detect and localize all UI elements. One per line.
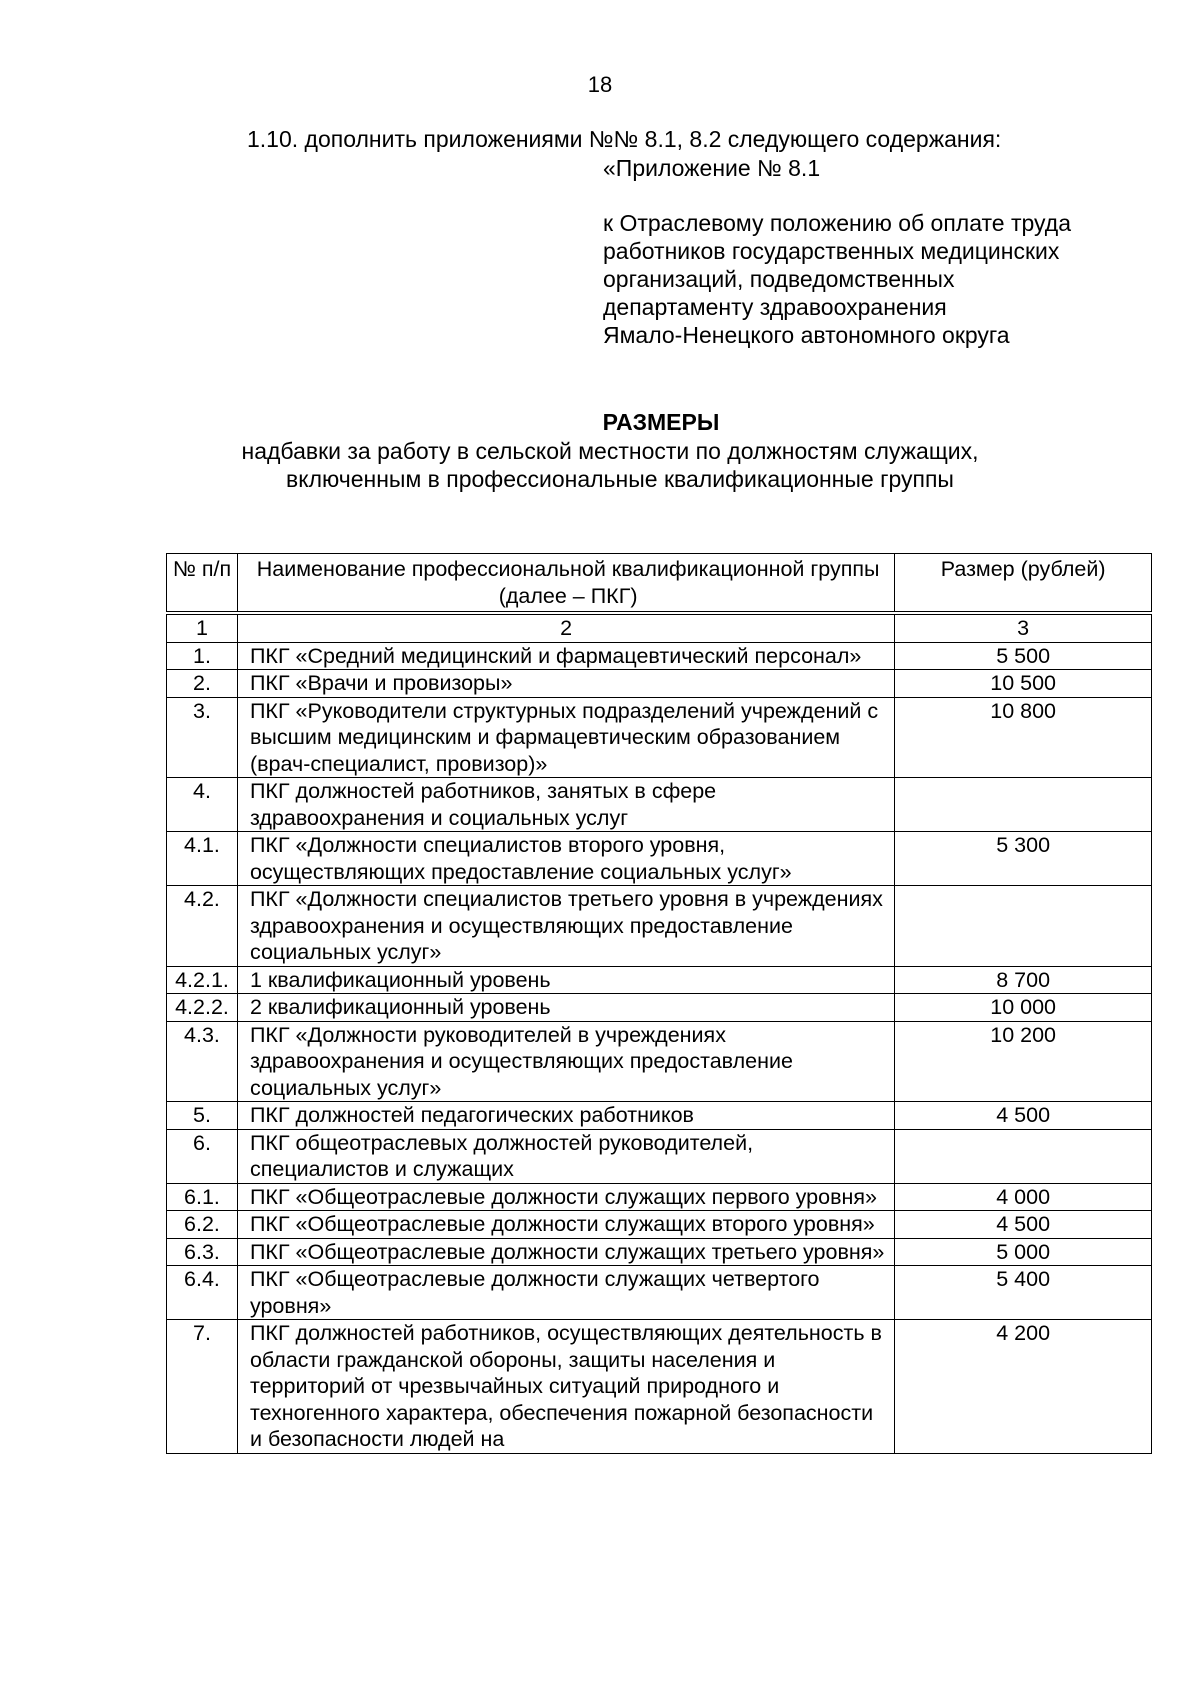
row-name: ПКГ «Общеотраслевые должности служащих четвертого уровня» [237,1266,894,1320]
row-size: 10 500 [895,670,1152,698]
row-size: 10 000 [895,994,1152,1022]
table-row [167,1183,1152,1211]
table-row [167,1021,1152,1102]
table-row [167,642,1152,670]
table-row [167,886,1152,967]
column-number: 3 [895,613,1152,642]
column-number: 1 [167,613,238,642]
row-name: ПКГ «Должности специалистов третьего уровня в учреждениях здравоохранения и осуществляющих предоставление социальных услуг» [237,886,894,967]
row-number: 6.4. [167,1266,238,1320]
row-size: 10 800 [895,697,1152,778]
row-name: ПКГ должностей педагогических работников [237,1102,894,1130]
row-name: 2 квалификационный уровень [237,994,894,1022]
row-number: 6.3. [167,1238,238,1266]
document-title: РАЗМЕРЫ [602,409,720,435]
allowance-table [166,553,1152,1454]
row-number: 3. [167,697,238,778]
table-row [167,832,1152,886]
addressee-line: департаменту здравоохранения [603,294,947,320]
row-name: ПКГ «Руководители структурных подразделений учреждений с высшим медицинским и фармацевтическим образованием (врач-специалист, провизор)» [237,697,894,778]
document-subtitle [0,437,1200,493]
page-number: 18 [587,72,613,97]
addressee-line: работников государственных медицинских [603,238,1060,264]
table-row [167,670,1152,698]
addressee-block [603,209,1071,349]
subtitle-line: надбавки за работу в сельской местности по должностям служащих, [241,438,979,464]
row-name: ПКГ «Общеотраслевые должности служащих третьего уровня» [237,1238,894,1266]
row-number: 4.2.2. [167,994,238,1022]
row-number: 6. [167,1129,238,1183]
row-number: 4.3. [167,1021,238,1102]
row-name: ПКГ «Должности руководителей в учреждениях здравоохранения и осуществляющих предоставление социальных услуг» [237,1021,894,1102]
table-row [167,966,1152,994]
row-name: ПКГ «Общеотраслевые должности служащих первого уровня» [237,1183,894,1211]
row-size: 5 400 [895,1266,1152,1320]
row-number: 4.2.1. [167,966,238,994]
row-number: 7. [167,1320,238,1454]
addressee-line: к Отраслевому положению об оплате труда [603,210,1071,236]
row-size [895,886,1152,967]
intro-paragraph: 1.10. дополнить приложениями №№ 8.1, 8.2 следующего содержания: [247,126,1002,152]
row-name: 1 квалификационный уровень [237,966,894,994]
row-name: ПКГ должностей работников, занятых в сфере здравоохранения и социальных услуг [237,778,894,832]
row-name: ПКГ «Должности специалистов второго уровня, осуществляющих предоставление социальных услуг» [237,832,894,886]
row-size [895,1129,1152,1183]
table-row [167,697,1152,778]
row-size: 4 000 [895,1183,1152,1211]
table-row [167,994,1152,1022]
table-row [167,1266,1152,1320]
header-size: Размер (рублей) [895,554,1152,614]
row-size: 4 200 [895,1320,1152,1454]
row-size: 4 500 [895,1102,1152,1130]
row-name: ПКГ должностей работников, осуществляющих деятельность в области гражданской обороны, защиты населения и территорий от чрезвычайных ситуаций природного и техногенного характера, обеспечения пожарной безопасности и безопасности людей на [237,1320,894,1454]
row-name: ПКГ «Врачи и провизоры» [237,670,894,698]
row-number: 4.2. [167,886,238,967]
addressee-line: организаций, подведомственных [603,266,955,292]
row-number: 4.1. [167,832,238,886]
table-row [167,1129,1152,1183]
row-size: 5 000 [895,1238,1152,1266]
row-size [895,778,1152,832]
column-number: 2 [237,613,894,642]
table-row [167,1320,1152,1454]
row-number: 5. [167,1102,238,1130]
row-size: 8 700 [895,966,1152,994]
row-number: 6.2. [167,1211,238,1239]
row-number: 6.1. [167,1183,238,1211]
row-name: ПКГ «Общеотраслевые должности служащих второго уровня» [237,1211,894,1239]
header-name: Наименование профессиональной квалификационной группы (далее – ПКГ) [237,554,894,614]
table-row [167,1238,1152,1266]
column-numbers-row [167,613,1152,642]
subtitle-line: включенным в профессиональные квалификационные группы [286,466,954,492]
table-row [167,1102,1152,1130]
addressee-line: Ямало-Ненецкого автономного округа [603,322,1010,348]
row-size: 4 500 [895,1211,1152,1239]
row-number: 4. [167,778,238,832]
table-row [167,778,1152,832]
appendix-label: «Приложение № 8.1 [603,155,821,181]
table-row [167,1211,1152,1239]
row-size: 5 300 [895,832,1152,886]
row-name: ПКГ общеотраслевых должностей руководителей, специалистов и служащих [237,1129,894,1183]
row-name: ПКГ «Средний медицинский и фармацевтический персонал» [237,642,894,670]
row-size: 10 200 [895,1021,1152,1102]
header-num: № п/п [167,554,238,614]
row-number: 2. [167,670,238,698]
row-size: 5 500 [895,642,1152,670]
row-number: 1. [167,642,238,670]
table-header-row [167,554,1152,614]
